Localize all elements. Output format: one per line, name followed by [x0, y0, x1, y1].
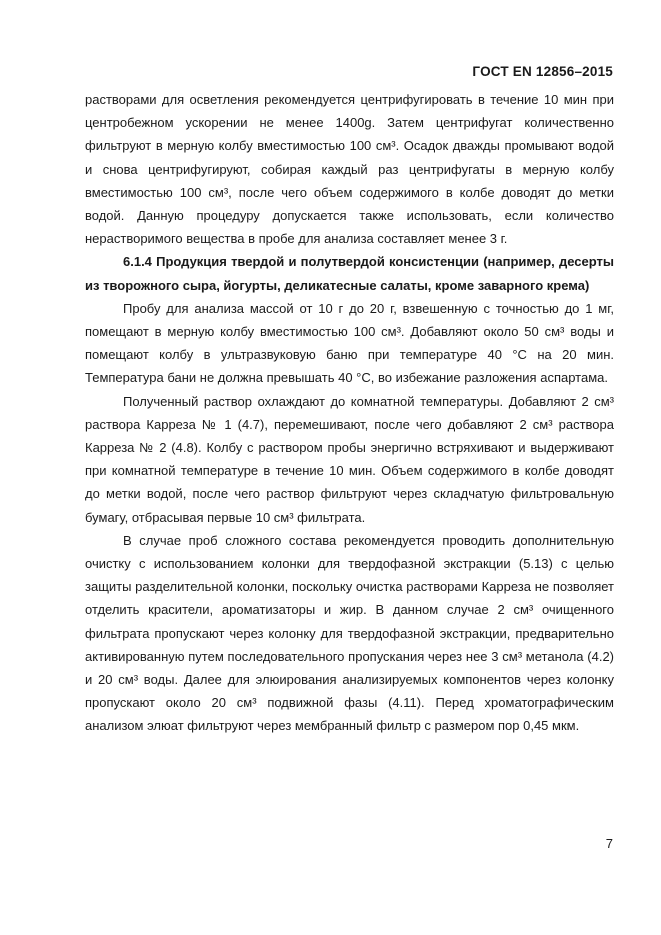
document-body	[85, 88, 614, 738]
paragraph-continuation: растворами для осветления рекомендуется центрифугировать в течение 10 мин при центробежном ускорении не менее 1400g. Затем центрифугат количественно фильтруют в мерную колбу вместимостью 100 см³. Осадок дважды промывают водой и снова центрифугируют, собирая каждый раз центрифугаты в мерную колбу вместимостью 100 см³, после чего объем содержимого в колбе доводят до метки водой. Данную процедуру допускается также использовать, если количество нерастворимого вещества в пробе для анализа составляет менее 3 г.	[85, 92, 614, 247]
section-heading-6-1-4: 6.1.4 Продукция твердой и полутвердой консистенции (например, десерты из творожного сыра, йогурты, деликатесные салаты, кроме заварного крема)	[85, 254, 614, 293]
page-number: 7	[605, 836, 613, 851]
paragraph-carrez-clarification: Полученный раствор охлаждают до комнатной температуры. Добавляют 2 см³ раствора Карреза № 1 (4.7), перемешивают, после чего добавляют 2 см³ раствора Карреза № 2 (4.8). Колбу с раствором пробы энергично встряхивают и выдерживают при комнатной температуре в течение 10 мин. Объем содержимого в колбе доводят до метки водой, после чего раствор фильтруют через складчатую фильтровальную бумагу, отбрасывая первые 10 см³ фильтрата.	[85, 393, 614, 525]
document-header-standard: ГОСТ EN 12856–2015	[472, 64, 613, 79]
paragraph-sample-preparation: Пробу для анализа массой от 10 г до 20 г, взвешенную с точностью до 1 мг, помещают в мерную колбу вместимостью 100 см³. Добавляют около 50 см³ воды и помещают колбу в ультразвуковую баню при температуре 40 °С на 20 мин. Температура бани не должна превышать 40 °С, во избежание разложения аспартама.	[85, 300, 614, 386]
paragraph-spe-cleanup: В случае проб сложного состава рекомендуется проводить дополнительную очистку с использованием колонки для твердофазной экстракции (5.13) с целью защиты разделительной колонки, поскольку очистка растворами Карреза не позволяет отделить красители, ароматизаторы и жир. В данном случае 2 см³ очищенного фильтрата пропускают через колонку для твердофазной экстракции, предварительно активированную путем последовательного пропускания через нее 3 см³ метанола (4.2) и 20 см³ воды. Далее для элюирования анализируемых компонентов через колонку пропускают около 20 см³ подвижной фазы (4.11). Перед хроматографическим анализом элюат фильтруют через мембранный фильтр с размером пор 0,45 мкм.	[85, 532, 614, 734]
